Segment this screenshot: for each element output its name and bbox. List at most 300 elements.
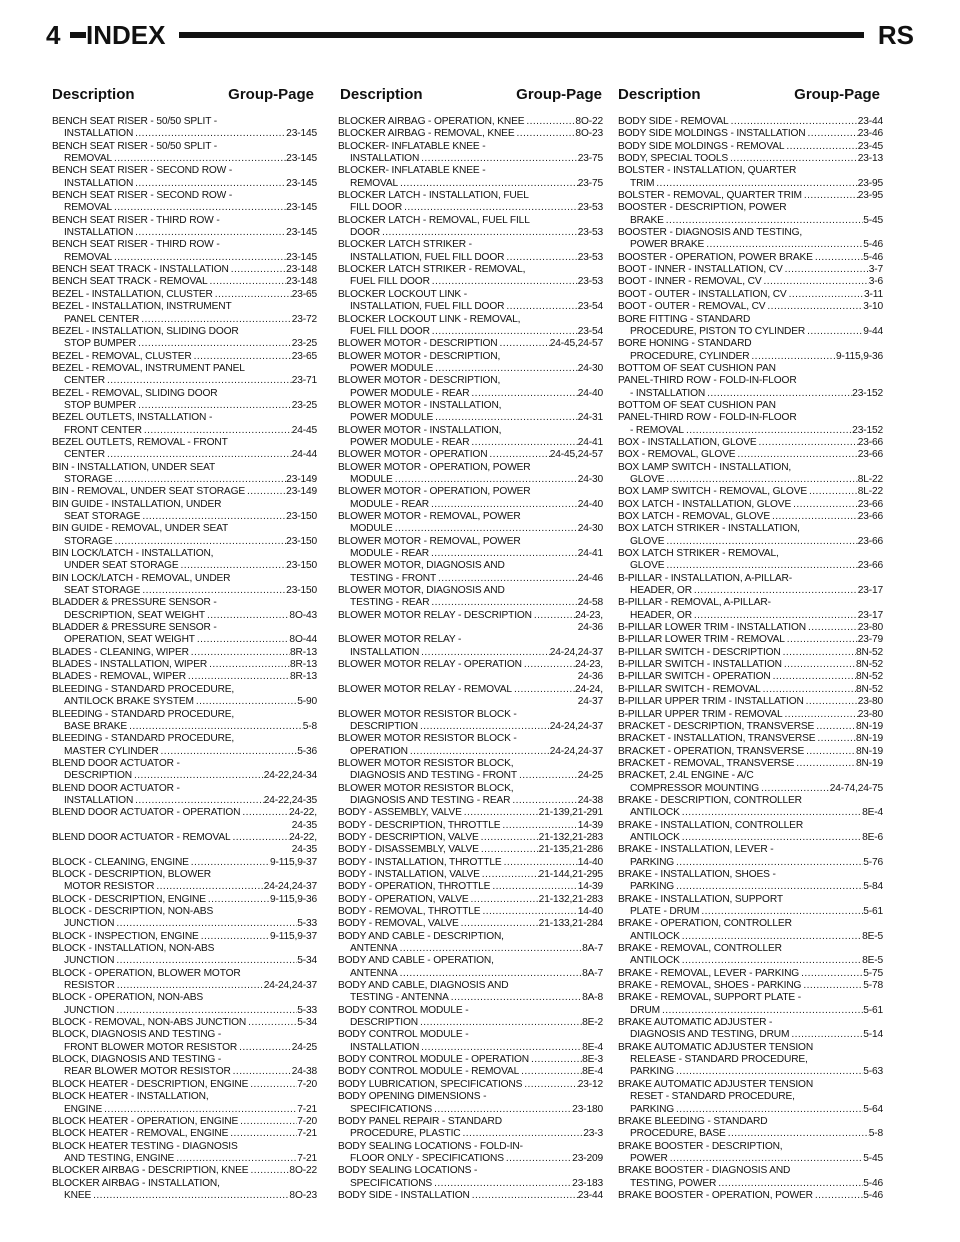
- index-entry: [338, 351, 603, 376]
- entry-text: BASE BRAKE: [64, 720, 128, 732]
- index-entry: [52, 894, 317, 906]
- dot-leader: [664, 560, 857, 572]
- dot-leader: [380, 227, 578, 239]
- index-entry: [618, 462, 883, 487]
- dot-leader: [462, 807, 539, 819]
- dot-leader: [248, 1079, 297, 1091]
- dot-leader: [692, 585, 858, 597]
- index-entry: [338, 758, 603, 783]
- entry-text: BODY CONTROL MODULE -: [338, 1004, 469, 1016]
- entry-text: BOX LAMP SWITCH - INSTALLATION,: [618, 461, 792, 473]
- entry-text: DRUM: [630, 1004, 660, 1016]
- entry-line: [52, 918, 317, 930]
- group-page-ref: 9-115,9-37: [269, 930, 317, 942]
- group-page-ref: 5-8: [868, 1128, 883, 1140]
- group-page-ref-continued: 24-36: [577, 671, 603, 683]
- index-entry: [338, 1141, 603, 1166]
- entry-line: [52, 1066, 317, 1078]
- entry-line: [338, 746, 603, 758]
- entry-line: [618, 425, 883, 437]
- entry-text: TESTING - REAR: [350, 597, 430, 609]
- group-page-ref: 24-45: [291, 424, 317, 436]
- index-entry: [618, 671, 883, 683]
- entry-line: [338, 128, 603, 140]
- entry-text: BODY - DISASSEMBLY, VALVE: [338, 844, 479, 856]
- entry-line: [618, 857, 883, 869]
- entry-text: POWER MODULE: [350, 412, 434, 424]
- entry-text: JUNCTION: [64, 955, 115, 967]
- index-entry: [618, 363, 883, 400]
- entry-text: BRAKE: [630, 214, 664, 226]
- index-entry: [338, 585, 603, 610]
- entry-text: PARKING: [630, 881, 675, 893]
- index-entry: [338, 659, 603, 684]
- entry-text: BLOWER MOTOR RELAY - DESCRIPTION: [338, 609, 532, 621]
- index-entry: [52, 388, 317, 413]
- entry-text: BEZEL - REMOVAL, SLIDING DOOR: [52, 387, 218, 399]
- group-page-ref: 3-6: [868, 276, 883, 288]
- group-page-ref: 5-33: [297, 918, 317, 930]
- entry-text: BLOWER MOTOR - DESCRIPTION: [338, 338, 498, 350]
- entry-text: BODY - REMOVAL, VALVE: [338, 918, 459, 930]
- index-entry: [618, 659, 883, 671]
- entry-text: B-PILLAR UPPER TRIM - REMOVAL: [618, 708, 783, 720]
- group-page-ref: 14-39: [577, 881, 603, 893]
- group-page-ref: 24-24,24-37: [549, 745, 603, 757]
- index-entry: [52, 931, 317, 943]
- entry-text: BLOCKER AIRBAG - DESCRIPTION, KNEE: [52, 1165, 249, 1177]
- index-entry: [338, 634, 603, 659]
- dot-leader: [133, 178, 286, 190]
- entry-text: STORAGE: [64, 535, 113, 547]
- entry-text: BODY SEALING LOCATIONS - FOLD-IN-: [338, 1140, 523, 1152]
- entry-text: BORE FITTING - STANDARD: [618, 313, 751, 325]
- group-page-ref: 9-115,9-36: [835, 350, 883, 362]
- dot-leader: [136, 400, 292, 412]
- entry-line: [52, 671, 317, 683]
- dot-leader: [398, 178, 578, 190]
- section-code: RS: [864, 20, 914, 50]
- entry-text: BLOCK, DIAGNOSIS AND TESTING -: [52, 1029, 222, 1041]
- entry-line: [618, 622, 883, 634]
- group-page-ref: 23-53: [577, 251, 603, 263]
- dot-leader: [674, 881, 863, 893]
- entry-line: [338, 832, 603, 844]
- index-entry: [618, 301, 883, 313]
- group-page-ref: 5-76: [863, 856, 883, 868]
- entry-text: JUNCTION: [64, 918, 115, 930]
- dot-leader: [189, 857, 270, 869]
- entry-line: [338, 363, 603, 375]
- entry-text: BLOWER MOTOR - INSTALLATION,: [338, 424, 502, 436]
- dot-leader: [813, 1190, 863, 1202]
- group-page-ref: 23-25: [291, 338, 317, 350]
- index-entry: [618, 918, 883, 943]
- group-page-ref: 8N-19: [856, 757, 883, 769]
- group-page-ref: 7-21: [297, 1128, 317, 1140]
- entry-text: HEADER, OR: [630, 609, 692, 621]
- index-entry: [618, 943, 883, 968]
- index-entry: [52, 1178, 317, 1203]
- index-entry: [52, 363, 317, 388]
- entry-text: COMPRESSOR MOUNTING: [630, 782, 760, 794]
- dot-leader: [692, 610, 858, 622]
- dot-leader: [512, 684, 575, 696]
- entry-line: [618, 659, 883, 671]
- group-page-ref-continued: 24-35: [291, 819, 317, 831]
- index-entry: [52, 301, 317, 326]
- dot-leader: [781, 647, 856, 659]
- entry-line: [338, 449, 603, 461]
- dot-leader: [113, 536, 287, 548]
- entry-text: JUNCTION: [64, 1004, 115, 1016]
- index-entry: [52, 523, 317, 548]
- entry-line: [618, 955, 883, 967]
- index-entry: [52, 1079, 317, 1091]
- entry-line: [618, 634, 883, 646]
- dot-leader: [757, 437, 858, 449]
- group-page-ref: 9-115,9-36: [269, 893, 317, 905]
- index-entry: [338, 486, 603, 511]
- group-page-ref: 23-145: [286, 128, 317, 140]
- entry-text: REMOVAL: [350, 177, 399, 189]
- group-page-ref: 23-54: [577, 325, 603, 337]
- entry-text: REMOVAL: [64, 202, 113, 214]
- group-page-ref: 23-80: [857, 696, 883, 708]
- entry-text: BENCH SEAT TRACK - INSTALLATION: [52, 264, 229, 276]
- index-entry: [338, 807, 603, 819]
- index-entry: [52, 264, 317, 276]
- entry-text: RESISTOR: [64, 980, 115, 992]
- dot-leader: [114, 955, 297, 967]
- entry-line: [52, 746, 317, 758]
- index-entry: [618, 968, 883, 980]
- index-entry: [52, 276, 317, 288]
- entry-text: INSTALLATION: [64, 128, 134, 140]
- group-page-ref: 8R-13: [290, 646, 317, 658]
- entry-text: BOLSTER - REMOVAL, QUARTER TRIM: [618, 190, 802, 202]
- index-entry: [52, 832, 317, 857]
- entry-text: UNDER SEAT STORAGE: [64, 560, 179, 572]
- group-page-ref-continued: 24-37: [577, 696, 603, 708]
- entry-text: BENCH SEAT TRACK - REMOVAL: [52, 276, 208, 288]
- entry-line: [52, 795, 317, 807]
- dot-leader: [229, 264, 286, 276]
- dot-leader: [487, 449, 549, 461]
- entry-text: BOX LAMP SWITCH - REMOVAL, GLOVE: [618, 486, 807, 498]
- entry-text: BRACKET, 2.4L ENGINE - A/C: [618, 770, 754, 782]
- entry-text: BRAKE AUTOMATIC ADJUSTER -: [618, 1017, 773, 1029]
- dot-leader: [684, 425, 852, 437]
- entry-line: [338, 1128, 603, 1140]
- group-page-ref: 5-46: [863, 251, 883, 263]
- entry-text: BLOWER MOTOR RELAY - REMOVAL: [338, 683, 512, 695]
- index-entry: [338, 783, 603, 808]
- index-entry: [618, 437, 883, 449]
- entry-line: [618, 1005, 883, 1017]
- page-title: INDEX: [86, 20, 179, 50]
- entry-text: BRAKE - REMOVAL, SHOES - PARKING: [618, 980, 802, 992]
- dot-leader: [237, 1042, 292, 1054]
- entry-text: INSTALLATION, FUEL FILL DOOR: [350, 301, 505, 313]
- entry-text: BEZEL - REMOVAL, CLUSTER: [52, 350, 192, 362]
- dot-leader: [127, 721, 303, 733]
- entry-text: FRONT CENTER: [64, 424, 142, 436]
- entry-text: POWER BRAKE: [630, 239, 705, 251]
- group-page-ref: 8N-52: [856, 659, 883, 671]
- group-page-ref: 23-12: [577, 1078, 603, 1090]
- entry-line: [52, 1017, 317, 1029]
- entry-text: BODY SIDE MOLDINGS - REMOVAL: [618, 140, 785, 152]
- dot-leader: [490, 881, 577, 893]
- entry-text: DOOR: [350, 227, 380, 239]
- group-page-ref: 23-53: [577, 227, 603, 239]
- group-page-ref: 24-25: [291, 1041, 317, 1053]
- entry-text: BLOCKER LOCKOUT LINK -: [338, 288, 467, 300]
- index-entry: [618, 1116, 883, 1141]
- entry-line: [338, 770, 603, 782]
- entry-text: BODY OPENING DIMENSIONS -: [338, 1091, 487, 1103]
- dot-leader: [470, 1190, 578, 1202]
- entry-text: BODY SEALING LOCATIONS -: [338, 1165, 478, 1177]
- entry-text: OPERATION: [350, 745, 408, 757]
- entry-text: BRAKE BLEEDING - STANDARD: [618, 1115, 768, 1127]
- entry-line: [52, 659, 317, 671]
- group-page-ref: 8N-52: [856, 671, 883, 683]
- index-entry: [338, 610, 603, 635]
- index-entry: [618, 153, 883, 165]
- dot-leader: [174, 1153, 297, 1165]
- entry-text: BRAKE - OPERATION, CONTROLLER: [618, 918, 792, 930]
- entry-line: [338, 906, 603, 918]
- entry-text: CENTER: [64, 449, 105, 461]
- group-page-ref: 8O-22: [575, 116, 603, 127]
- group-page-ref: 5-46: [863, 1189, 883, 1201]
- dot-leader: [664, 474, 857, 486]
- entry-text: BLEEDING - STANDARD PROCEDURE,: [52, 708, 235, 720]
- entry-text: BLOWER MOTOR - DESCRIPTION,: [338, 350, 501, 362]
- index-entry: [52, 684, 317, 709]
- entry-line: [338, 326, 603, 338]
- index-entry: [618, 795, 883, 820]
- entry-text: B-PILLAR LOWER TRIM - REMOVAL: [618, 634, 785, 646]
- group-page-ref: 24-23,: [575, 659, 603, 671]
- group-page-ref: 8E-2: [582, 1017, 603, 1029]
- entry-text: HEADER, OR: [630, 585, 692, 597]
- entry-text: TESTING - FRONT: [350, 572, 437, 584]
- entry-line: [618, 585, 883, 597]
- group-page-ref: 23-145: [286, 202, 317, 214]
- column-header-description: Description: [618, 86, 701, 103]
- entry-line: [52, 1190, 317, 1202]
- entry-line: [338, 1190, 603, 1202]
- group-page-ref: 9-115,9-37: [269, 856, 317, 868]
- dot-leader: [749, 351, 836, 363]
- index-entry: [338, 425, 603, 450]
- group-page-ref: 23-45: [857, 140, 883, 152]
- entry-text: BLOWER MOTOR RESISTOR BLOCK,: [338, 757, 514, 769]
- index-entry: [338, 1029, 603, 1054]
- entry-text: PARKING: [630, 1103, 675, 1115]
- dot-leader: [469, 437, 577, 449]
- dot-leader: [664, 536, 857, 548]
- dot-leader: [735, 449, 857, 461]
- index-entry: [52, 215, 317, 240]
- entry-line: [338, 610, 603, 622]
- group-page-ref: 5-36: [297, 745, 317, 757]
- entry-text: BLOCK - INSTALLATION, NON-ABS: [52, 943, 215, 955]
- entry-text: BODY AND CABLE - OPERATION,: [338, 955, 494, 967]
- entry-text: BENCH SEAT RISER - SECOND ROW -: [52, 165, 233, 177]
- entry-line: [618, 474, 883, 486]
- entry-line: [52, 585, 317, 597]
- entry-text: BODY CONTROL MODULE - REMOVAL: [338, 1066, 520, 1078]
- dot-leader: [522, 1079, 577, 1091]
- group-page-ref: 8O-43: [289, 609, 317, 621]
- group-page-ref: 8A-7: [582, 943, 603, 955]
- entry-line: [618, 758, 883, 770]
- entry-line: [52, 931, 317, 943]
- index-entry: [618, 1190, 883, 1202]
- dot-leader: [674, 857, 863, 869]
- group-page-ref: 24-58: [577, 597, 603, 609]
- index-entry: [52, 141, 317, 166]
- index-entry: [52, 165, 317, 190]
- dot-leader: [139, 314, 292, 326]
- group-page-ref: 23-66: [857, 498, 883, 510]
- entry-line: [52, 610, 317, 622]
- entry-text: MASTER CYLINDER: [64, 745, 159, 757]
- group-page-ref: 21-132,21-283: [538, 893, 603, 905]
- entry-line: [618, 1066, 883, 1078]
- index-entry: [618, 696, 883, 708]
- entry-line: [618, 783, 883, 795]
- index-entry: [52, 573, 317, 598]
- entry-line: [618, 721, 883, 733]
- index-entry: [52, 462, 317, 487]
- index-entry: [52, 437, 317, 462]
- index-entry: [618, 894, 883, 919]
- group-page-ref: 5-45: [863, 214, 883, 226]
- dot-leader: [195, 634, 290, 646]
- dot-leader: [430, 276, 578, 288]
- entry-text: REMOVAL: [64, 153, 113, 165]
- entry-text: BLOCK - DESCRIPTION, NON-ABS: [52, 906, 214, 917]
- entry-text: TESTING - ANTENNA: [350, 992, 449, 1004]
- dot-leader: [514, 128, 575, 140]
- index-entry: [52, 116, 317, 141]
- dot-leader: [207, 659, 290, 671]
- group-page-ref: 23-150: [286, 585, 317, 597]
- entry-text: BLOWER MOTOR - OPERATION, POWER: [338, 461, 531, 473]
- dot-leader: [680, 931, 862, 943]
- entry-line: [338, 1104, 603, 1116]
- index-entry: [52, 783, 317, 808]
- entry-text: BEZEL - INSTALLATION, CLUSTER: [52, 288, 213, 300]
- entry-text: ANTILOCK: [630, 807, 680, 819]
- dot-leader: [805, 326, 863, 338]
- dot-leader: [429, 499, 578, 511]
- entry-line: [618, 486, 883, 498]
- entry-line: [618, 560, 883, 572]
- dot-leader: [784, 141, 857, 153]
- entry-text: DESCRIPTION: [64, 770, 132, 782]
- entry-line: [618, 1128, 883, 1140]
- entry-text: SEAT STORAGE: [64, 585, 141, 597]
- entry-line: [338, 1042, 603, 1054]
- entry-text: BOOT - INNER - INSTALLATION, CV: [618, 264, 783, 276]
- entry-line: [618, 1104, 883, 1116]
- entry-line: [338, 968, 603, 980]
- entry-text: SPECIFICATIONS: [350, 1103, 433, 1115]
- group-page-ref: 23-66: [857, 449, 883, 461]
- dot-leader: [430, 326, 578, 338]
- column-header-3: [618, 86, 880, 104]
- entry-line: [338, 276, 603, 288]
- dot-leader: [178, 560, 286, 572]
- entry-line: [52, 1165, 317, 1177]
- entry-text: INSTALLATION: [64, 794, 134, 806]
- entry-text: FUEL FILL DOOR: [350, 276, 430, 288]
- group-page-ref: 8N-19: [856, 733, 883, 745]
- dot-leader: [782, 659, 856, 671]
- entry-line: [338, 881, 603, 893]
- group-page-ref: 8A-8: [582, 992, 603, 1004]
- entry-line: [338, 684, 603, 696]
- entry-line: [618, 1190, 883, 1202]
- entry-text: BRAKE - REMOVAL, LEVER - PARKING: [618, 967, 800, 979]
- group-page-ref: 5-34: [297, 955, 317, 967]
- index-entry: [618, 227, 883, 252]
- dot-leader: [459, 918, 539, 930]
- entry-text: BORE HONING - STANDARD: [618, 338, 752, 350]
- dot-leader: [770, 511, 858, 523]
- entry-line: [338, 301, 603, 313]
- entry-text: GLOVE: [630, 535, 665, 547]
- entry-text: BLEEDING - STANDARD PROCEDURE,: [52, 733, 235, 745]
- group-page-ref: 23-95: [857, 177, 883, 189]
- entry-line: [618, 289, 883, 301]
- entry-text: STOP BUMPER: [64, 399, 137, 411]
- index-entry: [338, 560, 603, 585]
- entry-text: BRAKE - DESCRIPTION, CONTROLLER: [618, 794, 802, 806]
- entry-text: PARKING: [630, 1066, 675, 1078]
- group-page-ref: 24-24,24-37: [549, 646, 603, 658]
- entry-text: BLOWER MOTOR - DESCRIPTION,: [338, 375, 501, 387]
- dot-leader: [729, 116, 858, 128]
- entry-line: [52, 178, 317, 190]
- entry-text: BENCH SEAT RISER - THIRD ROW -: [52, 239, 220, 251]
- entry-text: BLOCKER AIRBAG - INSTALLATION,: [52, 1177, 220, 1189]
- entry-text: FUEL FILL DOOR: [350, 325, 430, 337]
- entry-text: BLOWER MOTOR - OPERATION: [338, 449, 488, 461]
- entry-line: [338, 869, 603, 881]
- entry-text: BOX - INSTALLATION, GLOVE: [618, 436, 757, 448]
- page-number: 4: [46, 20, 70, 50]
- group-page-ref: 23-150: [286, 511, 317, 522]
- entry-text: BLOCK - DESCRIPTION, BLOWER: [52, 868, 211, 880]
- entry-line: [52, 338, 317, 350]
- index-column-3: [618, 116, 883, 1202]
- entry-text: INSTALLATION: [350, 646, 420, 658]
- index-entry: [618, 190, 883, 202]
- entry-text: BLEND DOOR ACTUATOR - OPERATION: [52, 807, 241, 819]
- dot-leader: [502, 857, 578, 869]
- entry-line: [52, 400, 317, 412]
- entry-text: MODULE: [350, 473, 393, 485]
- entry-text: BODY - REMOVAL, THROTTLE: [338, 906, 481, 917]
- dot-leader: [449, 992, 582, 1004]
